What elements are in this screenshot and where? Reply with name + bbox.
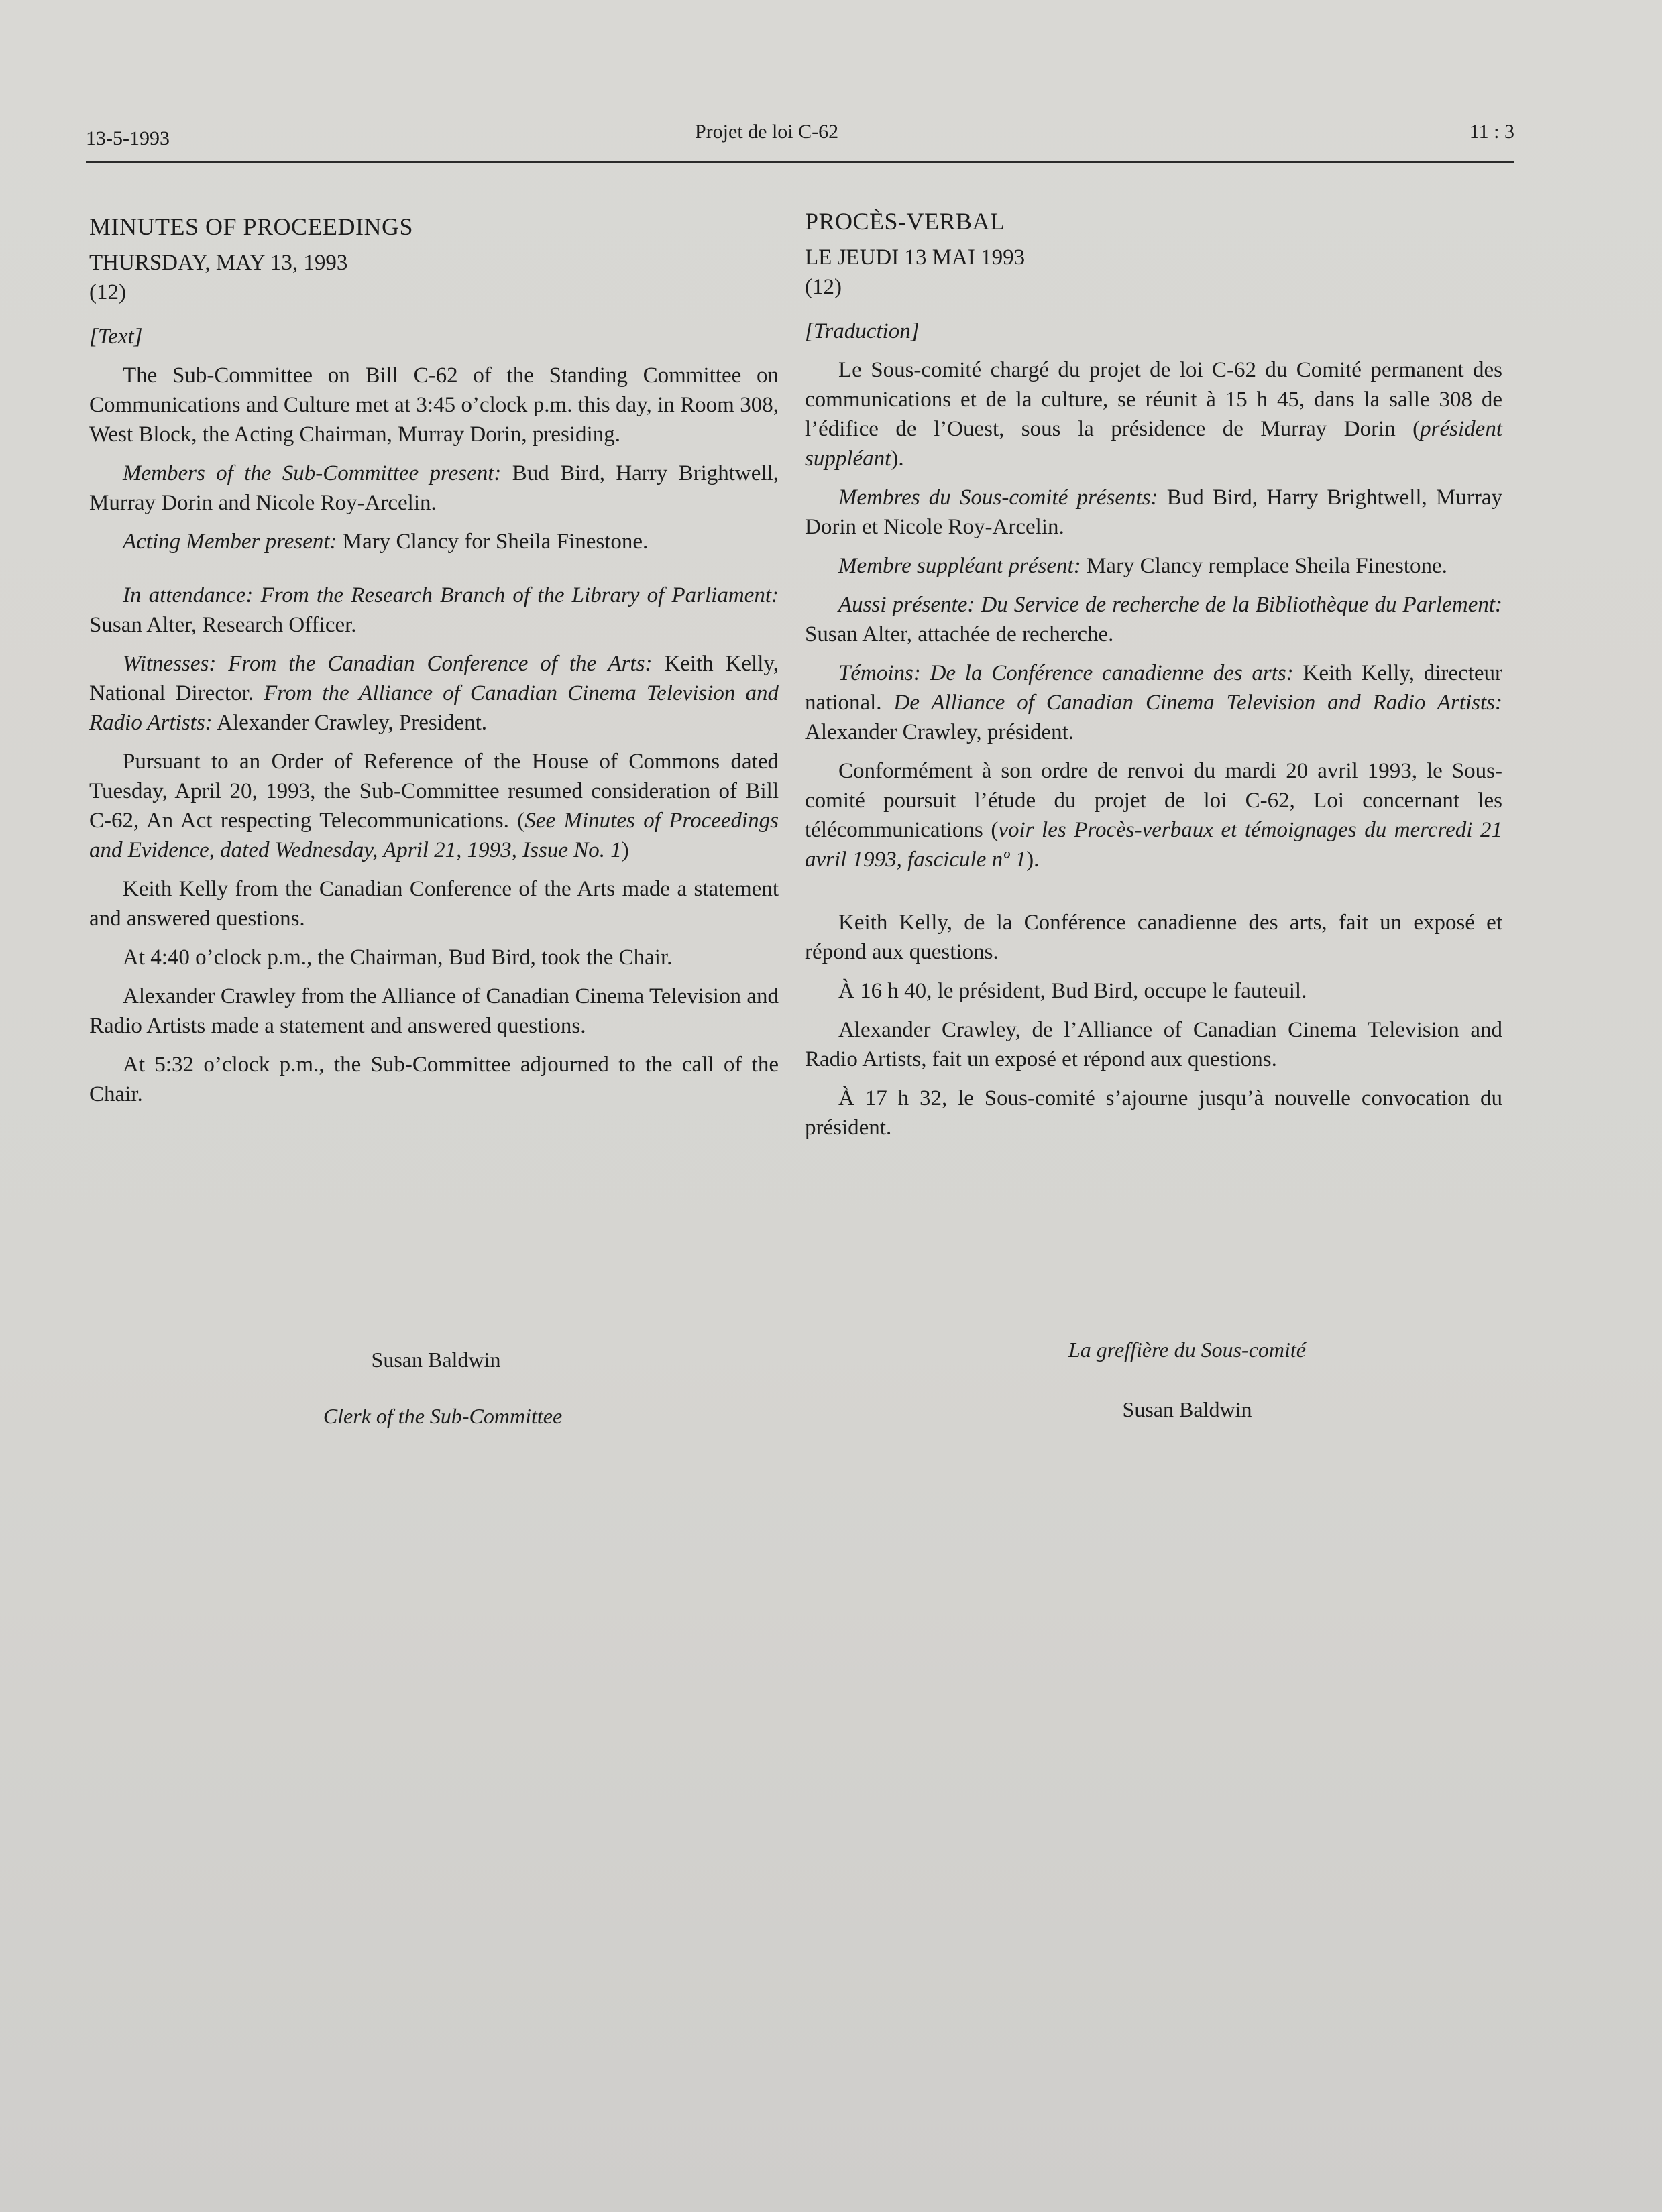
english-signature-title: Clerk of the Sub-Committee	[323, 1404, 563, 1428]
order-text: Pursuant to an Order of Reference of the House of Commons dated Tuesday, April 20, 1993, the Sub-Committee resumed consideration of Bill C-62, An Act respecting Telecommunications. (	[89, 750, 779, 833]
attendance-text: Susan Alter, Research Officer.	[89, 613, 357, 637]
french-date: LE JEUDI 13 MAI 1993	[805, 245, 1026, 270]
english-witnesses-paragraph	[89, 649, 779, 738]
members-text: Bud Bird, Harry Brightwell, Murray Dorin and Nicole Roy-Arcelin.	[89, 461, 779, 515]
members-label: Members of the Sub-Committee present:	[123, 461, 502, 485]
ordre-reference: voir les Procès-verbaux et témoignages du mercredi 21 avril 1993, fascicule nº 1	[805, 818, 1503, 872]
english-kelly-paragraph: Keith Kelly from the Canadian Conference of the Arts made a statement and answered questions.	[89, 877, 779, 931]
english-column	[89, 212, 779, 1118]
french-text-tag: [Traduction]	[805, 319, 920, 343]
witnesses-text-1: Keith Kelly, National Director.	[89, 652, 779, 705]
temoins-text-1: Keith Kelly, directeur national.	[805, 661, 1502, 715]
french-members-paragraph	[805, 483, 1502, 542]
acting-member-label: Acting Member present:	[123, 530, 337, 554]
french-order-paragraph	[805, 756, 1502, 874]
witnesses-label-2: From the Alliance of Canadian Cinema Television and Radio Artists:	[89, 681, 779, 735]
membres-label: Membres du Sous-comité présents:	[838, 485, 1158, 510]
acting-chair-label: président suppléant	[805, 417, 1502, 471]
meeting-text: Le Sous-comité chargé du projet de loi C-62 du Comité permanent des communications et de la culture, se réunit à 15 h 45, dans la salle 308 de l’édifice de l’Ouest, sous la présidence de Murray Dorin (	[805, 358, 1502, 441]
english-text-tag: [Text]	[89, 325, 143, 349]
english-signature-name: Susan Baldwin	[371, 1348, 501, 1372]
header-date: 13-5-1993	[86, 127, 170, 150]
french-meeting-paragraph	[805, 355, 1502, 473]
french-attendance-paragraph	[805, 590, 1502, 649]
witnesses-label-1: Witnesses: From the Canadian Conference of the Arts:	[123, 652, 653, 676]
english-attendance-paragraph	[89, 581, 779, 640]
aussi-presente-text: Susan Alter, attachée de recherche.	[805, 622, 1114, 646]
english-date: THURSDAY, MAY 13, 1993	[89, 251, 348, 275]
membre-suppleant-text: Mary Clancy remplace Sheila Finestone.	[1081, 554, 1447, 578]
membre-suppleant-label: Membre suppléant présent:	[838, 554, 1081, 578]
french-column	[805, 207, 1502, 1152]
french-acting-member-paragraph	[805, 551, 1502, 581]
english-crawley-paragraph: Alexander Crawley from the Alliance of Canadian Cinema Television and Radio Artists made a statement and answered questions.	[89, 984, 779, 1038]
english-acting-member-paragraph	[89, 527, 779, 557]
ordre-text: Conformément à son ordre de renvoi du mardi 20 avril 1993, le Sous-comité poursuit l’étude du projet de loi C-62, Loi concernant les télécommunications (	[805, 759, 1502, 842]
french-adjourn-paragraph: À 17 h 32, le Sous-comité s’ajourne jusqu’à nouvelle convocation du président.	[805, 1086, 1502, 1140]
page-header	[86, 121, 1514, 161]
witnesses-text-2: Alexander Crawley, President.	[212, 711, 487, 735]
french-sitting-number: (12)	[805, 275, 842, 299]
french-chair-paragraph: À 16 h 40, le président, Bud Bird, occupe le fauteuil.	[838, 979, 1307, 1003]
membres-text: Bud Bird, Harry Brightwell, Murray Dorin et Nicole Roy-Arcelin.	[805, 485, 1502, 539]
english-heading: MINUTES OF PROCEEDINGS	[89, 213, 414, 240]
temoins-text-2: Alexander Crawley, président.	[805, 720, 1074, 744]
english-chair-paragraph: At 4:40 o’clock p.m., the Chairman, Bud Bird, took the Chair.	[123, 945, 673, 970]
french-signature-title: La greffière du Sous-comité	[1068, 1338, 1306, 1362]
french-kelly-paragraph: Keith Kelly, de la Conférence canadienne des arts, fait un exposé et répond aux questions.	[805, 911, 1502, 964]
english-adjourn-paragraph: At 5:32 o’clock p.m., the Sub-Committee adjourned to the call of the Chair.	[89, 1053, 779, 1106]
ordre-end: ).	[1026, 848, 1040, 872]
french-crawley-paragraph: Alexander Crawley, de l’Alliance of Canadian Cinema Television and Radio Artists, fait un exposé et répond aux questions.	[805, 1018, 1502, 1071]
temoins-label-1: Témoins: De la Conférence canadienne des arts:	[838, 661, 1294, 685]
header-title: Projet de loi C-62	[695, 121, 839, 143]
temoins-label-2: De Alliance of Canadian Cinema Television and Radio Artists:	[893, 691, 1502, 715]
english-members-paragraph	[89, 459, 779, 518]
english-order-paragraph	[89, 747, 779, 865]
aussi-presente-label: Aussi présente: Du Service de recherche de la Bibliothèque du Parlement:	[838, 593, 1502, 617]
order-end: )	[621, 838, 629, 862]
acting-member-text: Mary Clancy for Sheila Finestone.	[337, 530, 649, 554]
order-reference: See Minutes of Proceedings and Evidence, dated Wednesday, April 21, 1993, Issue No. 1	[89, 809, 779, 862]
meeting-end: ).	[891, 447, 904, 471]
french-signature-name: Susan Baldwin	[1122, 1397, 1252, 1421]
header-rule	[86, 161, 1514, 163]
english-sitting-number: (12)	[89, 280, 126, 304]
attendance-label: In attendance: From the Research Branch of the Library of Parliament:	[123, 583, 779, 607]
french-heading: PROCÈS-VERBAL	[805, 208, 1005, 235]
header-page-number: 11 : 3	[1469, 121, 1514, 143]
english-meeting-paragraph: The Sub-Committee on Bill C-62 of the Standing Committee on Communications and Culture met at 3:45 o’clock p.m. this day, in Room 308, West Block, the Acting Chairman, Murray Dorin, presiding.	[89, 363, 779, 447]
french-witnesses-paragraph	[805, 658, 1502, 747]
